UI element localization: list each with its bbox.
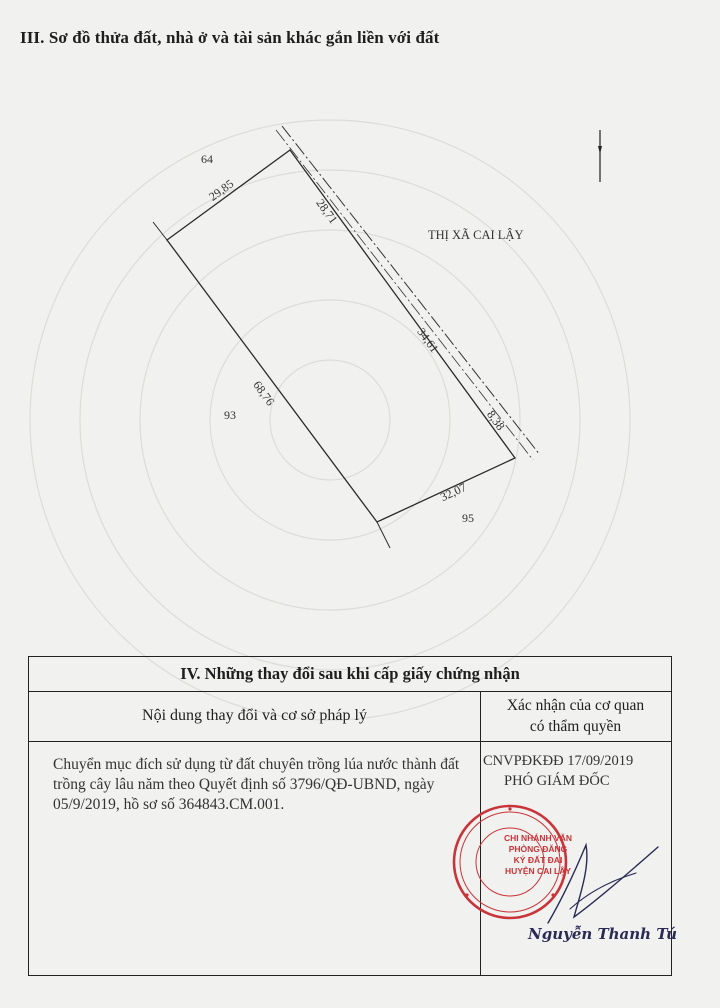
dimension-bottom-edge: 32,07 — [438, 479, 469, 505]
section-4-title: IV. Những thay đổi sau khi cấp giấy chứng nhận — [29, 657, 671, 692]
col-header-confirmation-line2: có thẩm quyền — [529, 718, 622, 735]
signer-name: Nguyễn Thanh Tú — [528, 925, 678, 943]
neighbor-parcel-64: 64 — [201, 152, 213, 166]
col-header-content: Nội dung thay đổi và cơ sở pháp lý — [29, 691, 481, 742]
north-arrow-icon — [597, 130, 603, 182]
changes-table — [28, 656, 678, 976]
left-edge-extension — [153, 222, 167, 240]
dimension-road-2: 34,61 — [414, 325, 442, 356]
dimension-top-edge: 29,85 — [206, 176, 237, 204]
neighbor-parcel-95: 95 — [462, 511, 474, 525]
neighbor-parcel-93: 93 — [224, 408, 236, 422]
plot-boundary — [167, 150, 515, 522]
road-line-inner — [282, 126, 540, 455]
registration-code: CNVPĐKĐĐ 17/09/2019 — [483, 753, 634, 769]
signature-icon — [540, 839, 665, 929]
dimension-road-3: 8,38 — [484, 407, 508, 433]
col-header-confirmation — [480, 691, 671, 742]
area-label: THỊ XÃ CAI LẬY — [428, 228, 524, 242]
dimension-left-edge: 68,76 — [250, 378, 278, 409]
confirmation-cell — [480, 741, 678, 975]
change-content-cell — [29, 741, 481, 975]
stamp-text: CHI NHÁNH VĂN PHÒNG ĐĂNG KÝ ĐẤT ĐAI HUYỆN CAI LẬY — [504, 833, 572, 876]
bottom-edge-extension — [377, 522, 390, 548]
signer-position: PHÓ GIÁM ĐỐC — [504, 773, 610, 789]
section-3-title: III. Sơ đồ thửa đất, nhà ở và tài sản khác gắn liền với đất — [20, 28, 440, 47]
col-header-confirmation-line1: Xác nhận của cơ quan — [506, 697, 645, 714]
dimension-road-1: 28,71 — [313, 196, 341, 227]
change-content-text: Chuyển mục đích sử dụng từ đất chuyên trồng lúa nước thành đất trồng cây lâu năm theo Quyết định số 3796/QĐ-UBND, ngày 05/9/2019, hồ sơ số 364843.CM.001. — [53, 756, 460, 813]
